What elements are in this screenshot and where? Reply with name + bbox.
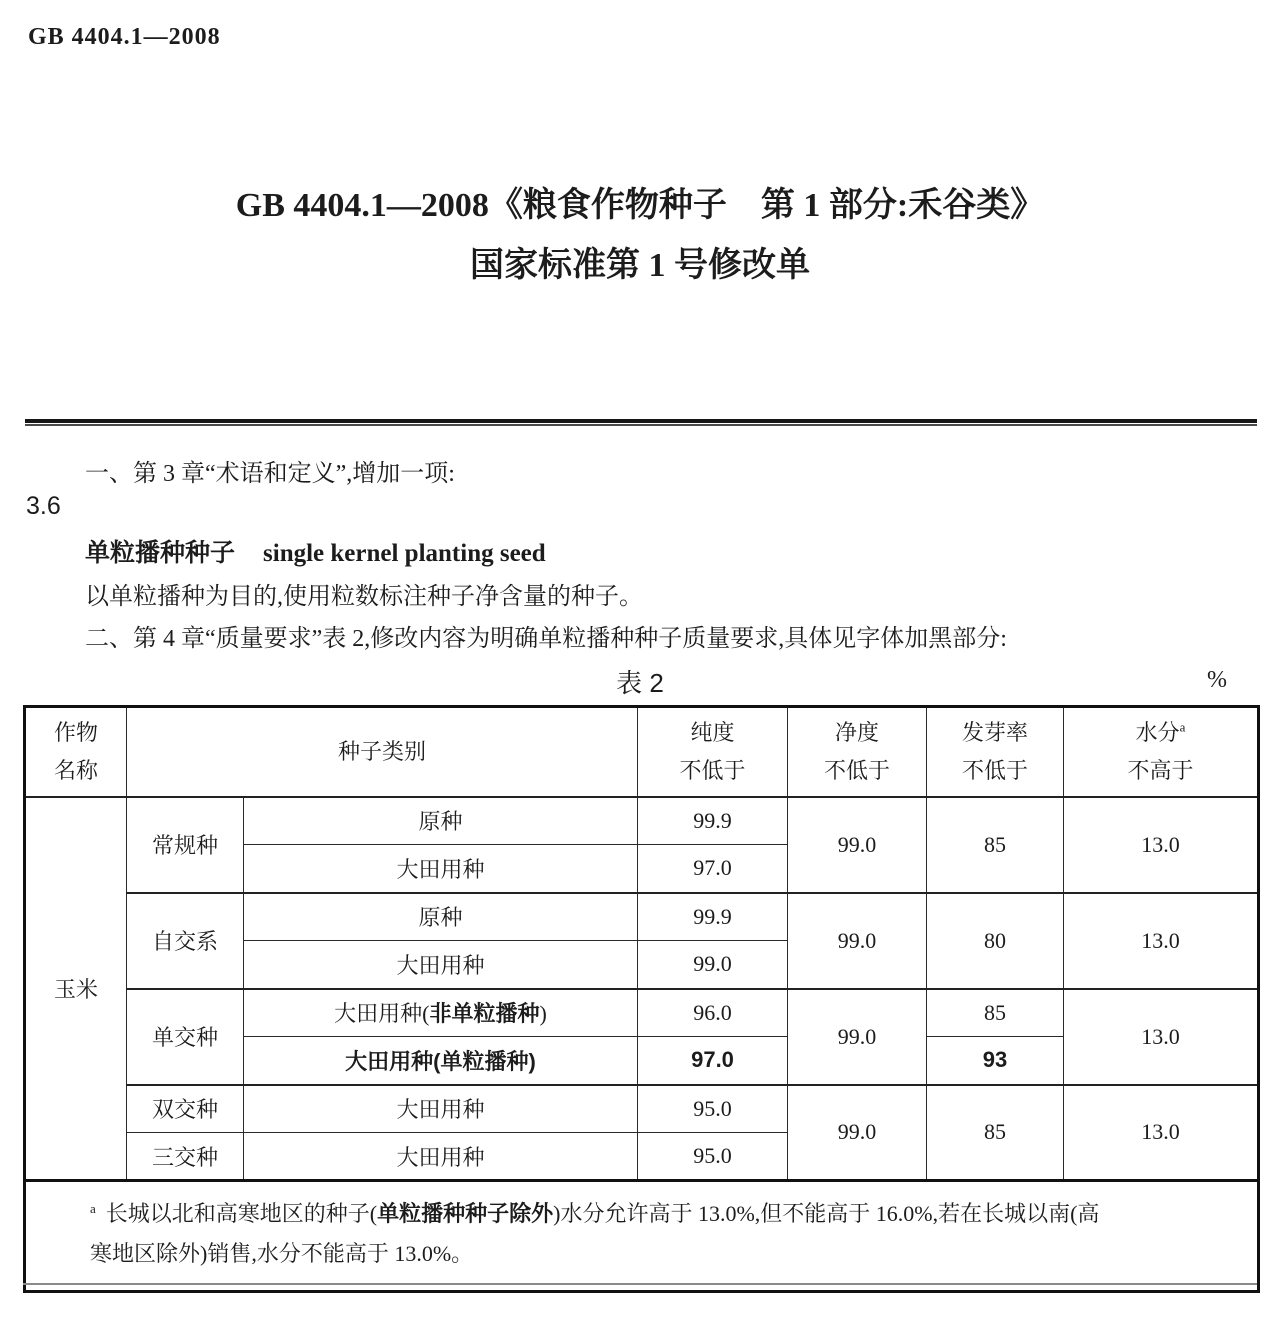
table-row	[25, 1085, 1259, 1133]
paragraph-amendment-2: 二、第 4 章“质量要求”表 2,修改内容为明确单粒播种种子质量要求,具体见字体加黑部分:	[85, 626, 1007, 652]
cell-purity: 99.0	[638, 941, 788, 989]
cell-subtype: 自交系	[127, 893, 244, 989]
header-cleanliness: 净度 不低于	[788, 707, 927, 797]
footnote-line-1: $^a$ 长城以北和高寒地区的种子(单粒播种种子除外)水分允许高于 13.0%,但不能高于 16.0%,若在长城以南(高	[90, 1200, 1100, 1226]
cell-moisture: 13.0	[1064, 989, 1259, 1085]
table-footnote-row	[25, 1181, 1259, 1292]
cell-seed-type: 原种	[244, 893, 638, 941]
header-moisture: 水分$^a$ 不高于	[1064, 707, 1259, 797]
table-row	[25, 989, 1259, 1037]
cell-purity: 96.0	[638, 989, 788, 1037]
document-title	[0, 176, 1280, 296]
cell-germination: 80	[927, 893, 1064, 989]
title-line-2: 国家标准第 1 号修改单	[470, 247, 810, 284]
table-caption-row	[23, 663, 1257, 699]
table-row	[25, 893, 1259, 941]
doc-number: GB 4404.1—2008	[28, 24, 221, 50]
header-seed-class: 种子类别	[127, 707, 638, 797]
table-caption: 表 2	[616, 668, 664, 698]
quality-table-wrap	[23, 705, 1257, 1293]
cell-subtype: 双交种	[127, 1085, 244, 1133]
cell-purity: 95.0	[638, 1085, 788, 1133]
header-purity: 纯度 不低于	[638, 707, 788, 797]
cell-germination: 85	[927, 1085, 1064, 1181]
header-crop-name: 作物 名称	[25, 707, 127, 797]
clause-number: 3.6	[26, 492, 61, 520]
footnote-cell	[25, 1181, 1259, 1292]
cell-subtype: 三交种	[127, 1133, 244, 1181]
cell-moisture: 13.0	[1064, 1085, 1259, 1181]
cell-cleanliness: 99.0	[788, 797, 927, 893]
term-chinese: 单粒播种种子	[85, 539, 236, 567]
term-definition: 以单粒播种为目的,使用粒数标注种子净含量的种子。	[85, 584, 643, 610]
cell-cleanliness: 99.0	[788, 893, 927, 989]
table-unit-percent: %	[1207, 667, 1227, 693]
cell-cleanliness: 99.0	[788, 1085, 927, 1181]
header-rule	[25, 419, 1257, 426]
cell-cleanliness: 99.0	[788, 989, 927, 1085]
cell-purity: 95.0	[638, 1133, 788, 1181]
cell-seed-type: 大田用种	[244, 1133, 638, 1181]
paragraph-amendment-1: 一、第 3 章“术语和定义”,增加一项:	[85, 461, 455, 487]
table-bottom-shadow	[23, 1283, 1257, 1285]
footnote-marker-icon: a	[90, 1200, 96, 1216]
cell-moisture: 13.0	[1064, 893, 1259, 989]
cell-germination: 85	[927, 797, 1064, 893]
cell-purity: 97.0	[638, 845, 788, 893]
cell-seed-type: 大田用种	[244, 845, 638, 893]
table-row	[25, 797, 1259, 845]
cell-crop-corn: 玉米	[25, 797, 127, 1181]
title-line-1: GB 4404.1—2008《粮食作物种子 第 1 部分:禾谷类》	[235, 187, 1045, 224]
cell-moisture: 13.0	[1064, 797, 1259, 893]
quality-requirements-table	[23, 705, 1260, 1293]
header-germination: 发芽率 不低于	[927, 707, 1064, 797]
cell-seed-type: 大田用种(单粒播种)	[244, 1037, 638, 1085]
cell-purity: 99.9	[638, 893, 788, 941]
cell-germination: 85	[927, 989, 1064, 1037]
term-english: single kernel planting seed	[263, 540, 546, 567]
term-heading	[85, 533, 546, 569]
cell-germination: 93	[927, 1037, 1064, 1085]
cell-seed-type: 大田用种	[244, 1085, 638, 1133]
cell-purity: 97.0	[638, 1037, 788, 1085]
cell-seed-type: 大田用种(非单粒播种)	[244, 989, 638, 1037]
cell-subtype: 常规种	[127, 797, 244, 893]
cell-purity: 99.9	[638, 797, 788, 845]
table-header-row	[25, 707, 1259, 797]
footnote-line-2: 寒地区除外)销售,水分不能高于 13.0%。	[90, 1241, 474, 1266]
cell-seed-type: 原种	[244, 797, 638, 845]
cell-subtype: 单交种	[127, 989, 244, 1085]
cell-seed-type: 大田用种	[244, 941, 638, 989]
footnote-marker-icon: a	[1179, 719, 1186, 735]
